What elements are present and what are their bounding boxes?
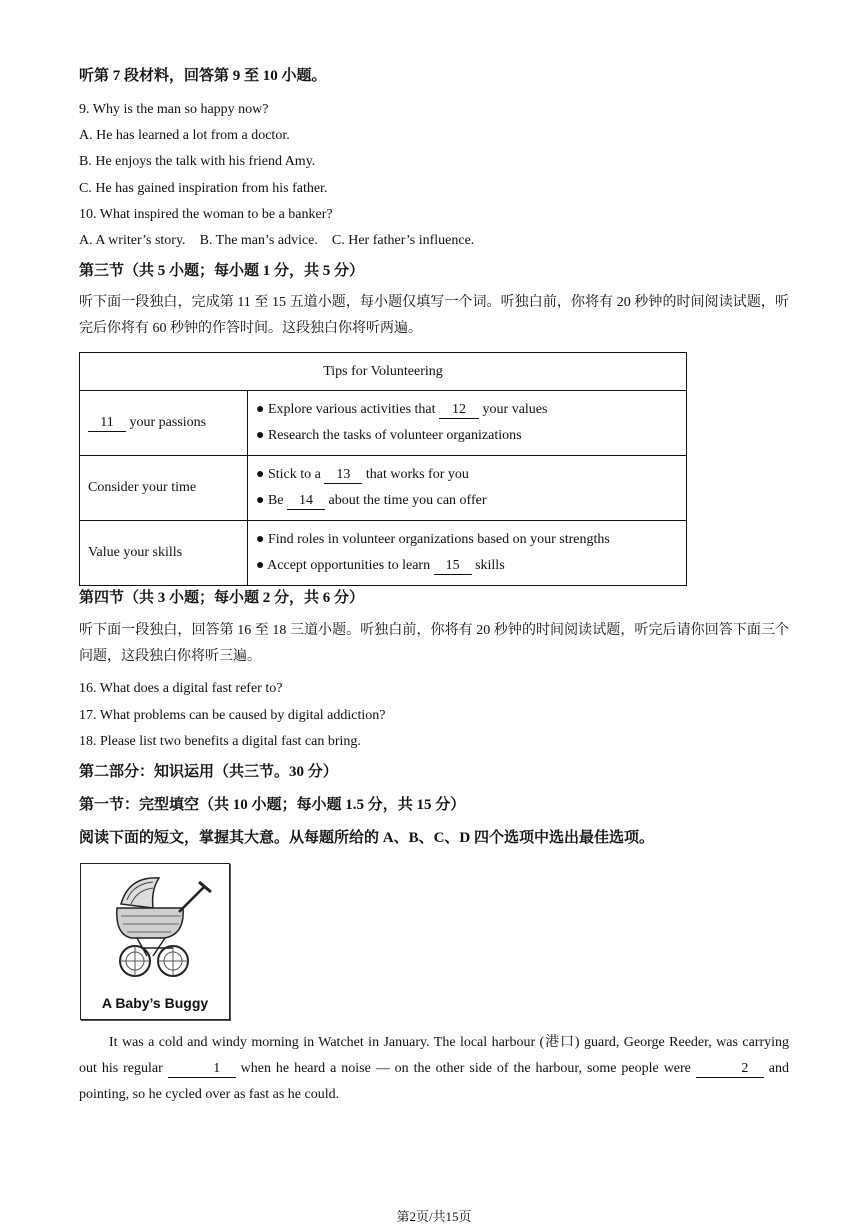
q9-option-c: C. He has gained inspiration from his father. [79, 181, 328, 196]
figure-caption: A Baby’s Buggy [101, 995, 209, 1011]
question-17: 17. What problems can be caused by digital addiction? [79, 708, 386, 723]
blank-11: 11 [88, 415, 126, 432]
table-row-label [80, 391, 248, 456]
table-row-label: Value your skills [80, 521, 248, 586]
q9-option-a: A. He has learned a lot from a doctor. [79, 128, 290, 143]
part3-heading: 第三节（共 5 小题；每小题 1 分，共 5 分） [79, 263, 365, 279]
question-16: 16. What does a digital fast refer to? [79, 681, 283, 696]
bullet-text: that works for you [362, 467, 469, 482]
blank-12: 12 [439, 402, 479, 419]
cloze-instruction: 阅读下面的短文，掌握其大意。从每题所给的 A、B、C、D 四个选项中选出最佳选项。 [79, 830, 655, 846]
q10-option-b: B. The man’s advice. [199, 233, 318, 248]
bullet-text: skills [471, 558, 505, 573]
bullet-text: ● Be [256, 493, 288, 508]
bullet-text: ● Stick to a [256, 467, 325, 482]
blank-2: 2 [696, 1061, 764, 1078]
question-18: 18. Please list two benefits a digital fast can bring. [79, 734, 361, 749]
q10-options [79, 232, 474, 250]
bullet-text: about the time you can offer [325, 493, 487, 508]
buggy-illustration [80, 863, 230, 1020]
bullet-text: your values [479, 402, 548, 417]
bullet-item [256, 397, 678, 423]
blank-15: 15 [434, 558, 472, 575]
passage-text: and pointing, so he cycled over as fast as he could. [79, 1061, 789, 1102]
bullet-item [256, 462, 678, 488]
cloze-heading: 第一节：完型填空（共 10 小题；每小题 1.5 分，共 15 分） [79, 797, 466, 813]
part3-instructions: 听下面一段独白，完成第 11 至 15 五道小题，每小题仅填写一个词。听独白前，你将有 20 秒钟的时间阅读试题，听完后你将有 60 秒钟的作答时间。这段独白你将听两遍。 [79, 295, 789, 336]
q10-option-c: C. Her father’s influence. [331, 233, 475, 248]
bullet-item: ● Find roles in volunteer organizations based on your strengths [256, 532, 610, 547]
passage-text: It was a cold and windy morning in Watchet in January. The local harbour (港口) guard, George Reeder, was carrying out his regular [79, 1035, 789, 1076]
q9-option-b: B. He enjoys the talk with his friend Amy. [79, 154, 316, 169]
table-row-content [248, 521, 687, 586]
q10-option-a: A. A writer’s story. [79, 233, 186, 248]
table-row-content [248, 391, 687, 456]
blank-1: 1 [168, 1061, 236, 1078]
bullet-item [256, 488, 678, 514]
section-heading: 听第 7 段材料，回答第 9 至 10 小题。 [79, 68, 327, 84]
table-row-label: Consider your time [80, 456, 248, 521]
bullet-item [256, 553, 678, 579]
blank-14: 14 [287, 493, 325, 510]
bullet-text: ● Explore various activities that [256, 402, 440, 417]
part4-instructions: 听下面一段独白，回答第 16 至 18 三道小题。听独白前，你将有 20 秒钟的时间阅读试题，听完后请你回答下面三个问题，这段独白你将听三遍。 [79, 623, 789, 664]
tips-table [79, 352, 687, 586]
question-9: 9. Why is the man so happy now? [79, 102, 269, 117]
bullet-text: ● Accept opportunities to learn [256, 558, 434, 573]
blank-13: 13 [324, 467, 362, 484]
row-label-text: your passions [126, 414, 207, 430]
table-row-content [248, 456, 687, 521]
cloze-passage [79, 1030, 789, 1108]
passage-text: when he heard a noise — on the other side of the harbour, some people were [235, 1061, 696, 1076]
section2-heading: 第二部分：知识运用（共三节。30 分） [79, 764, 338, 780]
bullet-item: ● Research the tasks of volunteer organizations [256, 428, 522, 443]
question-10: 10. What inspired the woman to be a banker? [79, 207, 333, 222]
baby-buggy-icon [81, 864, 229, 984]
page-footer: 第2页/共15页 [396, 1209, 472, 1224]
part4-heading: 第四节（共 3 小题；每小题 2 分，共 6 分） [79, 590, 365, 606]
table-title: Tips for Volunteering [80, 353, 687, 391]
